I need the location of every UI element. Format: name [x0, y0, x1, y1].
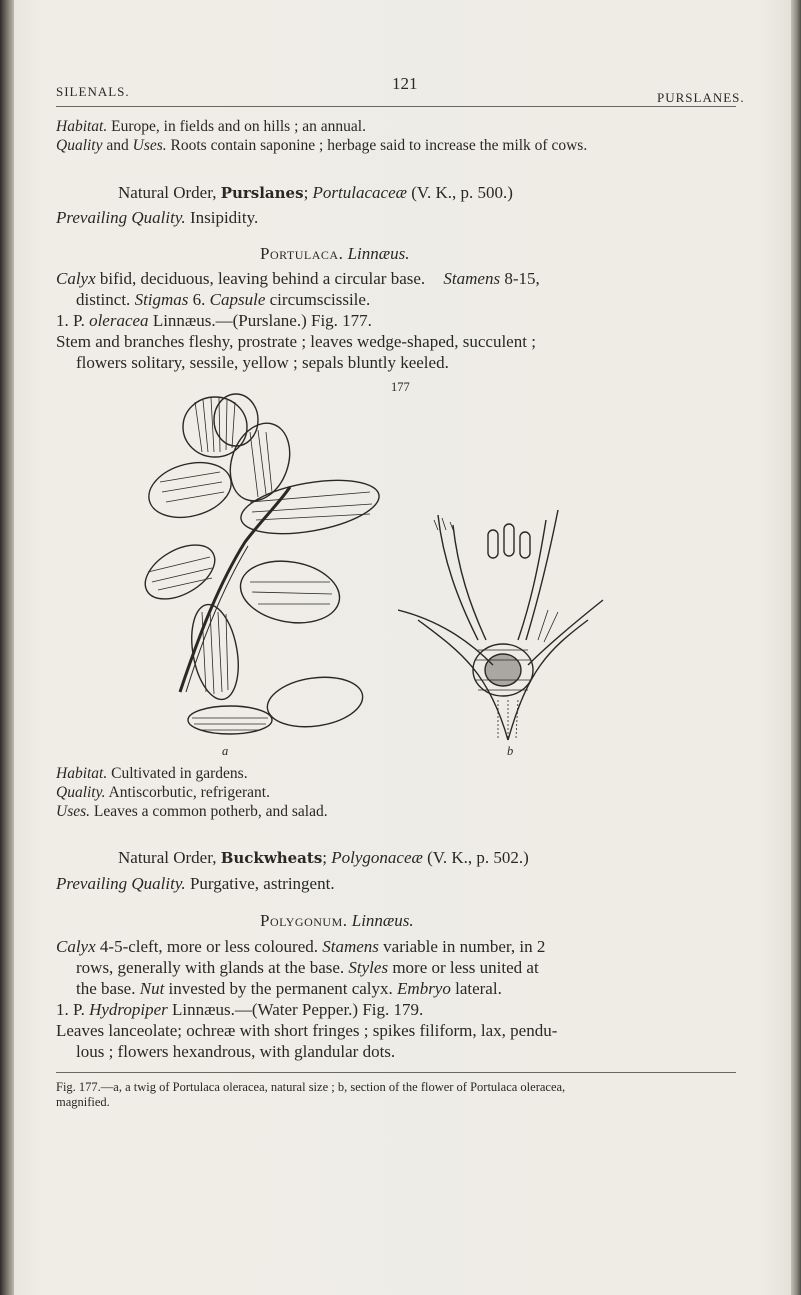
- embryo-text: lateral.: [455, 979, 502, 998]
- rows-text: rows, generally with glands at the base.: [76, 958, 345, 977]
- nut-embryo-line: [76, 979, 502, 999]
- family-name: Polygonaceæ: [331, 848, 423, 867]
- figure-caption-line-1: Fig. 177.—a, a twig of Portulaca oleracea, natural size ; b, section of the flower of Portulaca oleracea,: [56, 1080, 566, 1094]
- stamens-label: Stamens: [322, 937, 379, 956]
- genus-heading-polygonum: [260, 911, 414, 931]
- prevailing-label: Prevailing Quality.: [56, 208, 186, 227]
- quality-line-portulaca: [56, 784, 270, 802]
- figure-label-a: a: [222, 744, 229, 758]
- species-name: oleracea: [89, 311, 149, 330]
- blackletter-name: Purslanes: [220, 184, 304, 202]
- header-rule: [56, 106, 736, 107]
- nut-label: Nut: [139, 979, 165, 998]
- running-header-right: PURSLANES.: [657, 90, 745, 105]
- calyx-label: Calyx: [56, 937, 96, 956]
- calyx-line: [56, 269, 540, 289]
- figure-number: 177: [391, 380, 410, 394]
- page-edge-right: [791, 0, 801, 1295]
- base-text: the base.: [76, 979, 136, 998]
- distinct-text: distinct.: [76, 290, 131, 309]
- stigmas-capsule-line: [76, 290, 370, 310]
- figure-caption-line-2: magnified.: [56, 1095, 110, 1109]
- styles-text: more or less united at: [392, 958, 539, 977]
- family-name: Portulacaceæ: [312, 183, 407, 202]
- quality-uses-line: [56, 137, 587, 155]
- rows-styles-line: [76, 958, 539, 978]
- calyx-label: Calyx: [56, 269, 96, 288]
- species-rest: Linnæus.—(Purslane.) Fig. 177.: [152, 311, 372, 330]
- figure-label-b: b: [507, 744, 514, 758]
- nut-text: invested by the permanent calyx.: [168, 979, 393, 998]
- capsule-label: Capsule: [209, 290, 266, 309]
- uses-line-portulaca: [56, 803, 328, 821]
- stamens-text: 8-15,: [504, 269, 540, 288]
- genus-heading-portulaca: [260, 244, 409, 264]
- blackletter-name: Buckwheats: [220, 849, 323, 867]
- habitat-text: Europe, in fields and on hills ; an annual.: [111, 118, 366, 135]
- natural-order-prefix: Natural Order,: [118, 848, 217, 867]
- species-number: 1. P.: [56, 311, 85, 330]
- figure-b-flower-section-illustration: [398, 500, 608, 745]
- quality-label: Quality: [56, 137, 103, 154]
- prevailing-value: Purgative, astringent.: [189, 874, 335, 893]
- habitat-label: Habitat.: [56, 118, 108, 135]
- genus-name: Polygonum.: [260, 911, 348, 930]
- stamens-text: variable in number, in 2: [383, 937, 546, 956]
- calyx-text: bifid, deciduous, leaving behind a circular base.: [99, 269, 426, 288]
- species-line-oleracea: [56, 311, 372, 331]
- calyx-text: 4-5-cleft, more or less coloured.: [99, 937, 318, 956]
- stigmas-label: Stigmas: [134, 290, 189, 309]
- prevailing-quality-line: [56, 208, 258, 228]
- genus-name: Portulaca.: [260, 244, 344, 263]
- habitat-text: Cultivated in gardens.: [111, 765, 248, 782]
- natural-order-line-portulacaceae: Natural Order, Purslanes; Portulacaceæ (V. K., p. 500.): [118, 183, 513, 202]
- species-line-hydropiper: [56, 1000, 423, 1020]
- natural-order-line-polygonaceae: Natural Order, Buckwheats; Polygonaceæ (V. K., p. 502.): [118, 848, 529, 867]
- description-line-2: flowers solitary, sessile, yellow ; sepals bluntly keeled.: [76, 353, 449, 372]
- uses-label: Uses.: [132, 137, 167, 154]
- family-reference: (V. K., p. 500.): [411, 183, 513, 202]
- description-line-1: Stem and branches fleshy, prostrate ; leaves wedge-shaped, succulent ;: [56, 332, 536, 351]
- natural-order-prefix: Natural Order,: [118, 183, 217, 202]
- running-header-left: SILENALS.: [56, 84, 130, 99]
- capsule-text: circumscissile.: [269, 290, 371, 309]
- genus-author: Linnæus.: [347, 244, 410, 263]
- page-number: 121: [392, 74, 418, 93]
- quality-text: Antiscorbutic, refrigerant.: [108, 784, 270, 801]
- figure-a-twig-illustration: [140, 392, 390, 747]
- quality-label: Quality.: [56, 784, 106, 801]
- habitat-line-portulaca: [56, 765, 248, 783]
- genus-author: Linnæus.: [351, 911, 414, 930]
- description-line-2: lous ; flowers hexandrous, with glandular dots.: [76, 1042, 396, 1061]
- description-line-1: Leaves lanceolate; ochreæ with short fringes ; spikes filiform, lax, pendu-: [56, 1021, 558, 1040]
- caption-rule: [56, 1072, 736, 1073]
- and-text: and: [106, 137, 129, 154]
- embryo-label: Embryo: [397, 979, 451, 998]
- prevailing-label: Prevailing Quality.: [56, 874, 186, 893]
- habitat-label: Habitat.: [56, 765, 108, 782]
- calyx-line: [56, 937, 545, 957]
- uses-text: Leaves a common potherb, and salad.: [93, 803, 328, 820]
- species-number: 1. P.: [56, 1000, 85, 1019]
- species-rest: Linnæus.—(Water Pepper.) Fig. 179.: [172, 1000, 424, 1019]
- styles-label: Styles: [348, 958, 389, 977]
- stigmas-text: 6.: [192, 290, 206, 309]
- stamens-label: Stamens: [443, 269, 501, 288]
- family-reference: (V. K., p. 502.): [427, 848, 529, 867]
- page-gutter-left: [0, 0, 14, 1295]
- habitat-line: [56, 118, 366, 136]
- prevailing-quality-line: [56, 874, 335, 894]
- quality-uses-text: Roots contain saponine ; herbage said to increase the milk of cows.: [170, 137, 588, 154]
- species-name: Hydropiper: [89, 1000, 168, 1019]
- prevailing-value: Insipidity.: [189, 208, 259, 227]
- uses-label: Uses.: [56, 803, 91, 820]
